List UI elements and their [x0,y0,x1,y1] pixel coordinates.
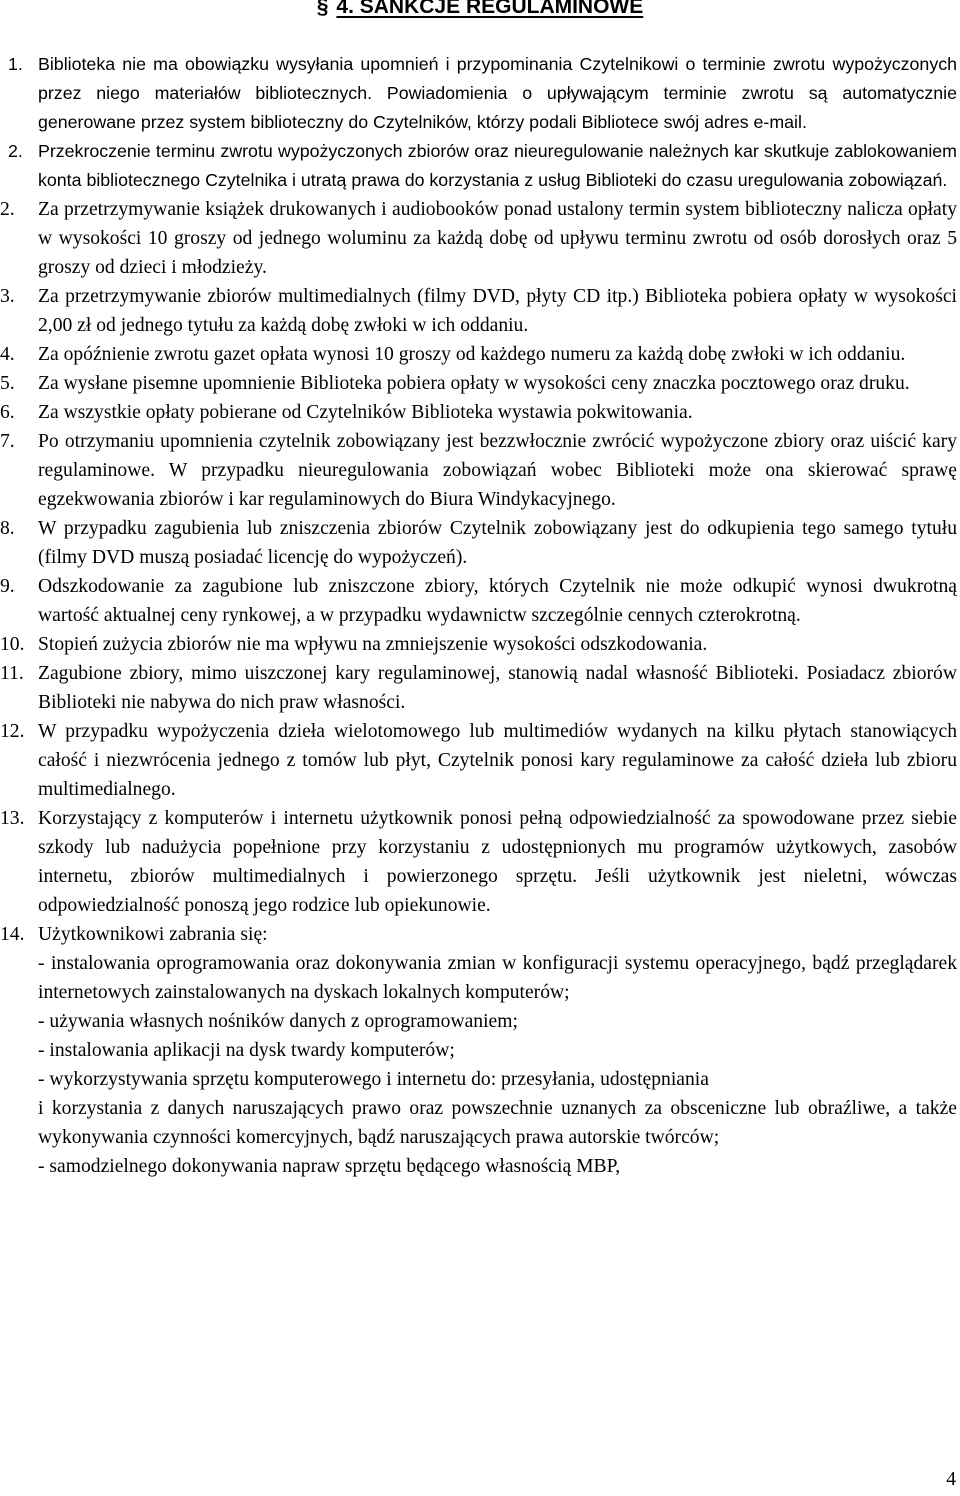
list-item [0,572,960,630]
item-text: Przekroczenie terminu zwrotu wypożyczonych zbiorów oraz nieuregulowanie należnych kar skutkuje zablokowaniem konta bibliotecznego Czytelnika i utratą prawa do korzystania z usług Biblioteki do czasu uregulowania zobowiązań. [38,141,957,190]
item-text: Stopień zużycia zbiorów nie ma wpływu na zmniejszenie wysokości odszkodowania. [38,634,708,655]
list-item [0,804,960,920]
list-item [0,340,960,369]
item-number: 2. [8,141,23,161]
item-number: 3. [0,286,15,307]
item-number: 1. [8,54,23,74]
item-text: W przypadku zagubienia lub zniszczenia zbiorów Czytelnik zobowiązany jest do odkupienia tego samego tytułu (filmy DVD muszą posiadać licencję do wypożyczeń). [38,518,957,568]
item-number: 7. [0,431,15,452]
item-text: Korzystający z komputerów i internetu użytkownik ponosi pełną odpowiedzialność za spowodowane przez siebie szkody lub nadużycia popełnione przy korzystaniu z udostępnionych mu programów użytkowych, zasobów internetu, zbiorów multimedialnych i powierzonego sprzętu. Jeśli użytkownik jest nieletni, wówczas odpowiedzialność ponoszą jego rodzice lub opiekunowie. [38,808,957,916]
prohibition-item: i korzystania z danych naruszających prawo oraz powszechnie uznanych za obsceniczne lub obraźliwe, a także wykonywania czynności komercyjnych, bądź naruszających prawa autorskie twórców; [38,1098,957,1148]
item-number: 10. [0,634,25,655]
list-item [0,717,960,804]
list-item [0,659,960,717]
list-item [0,398,960,427]
prohibition-item: - samodzielnego dokonywania napraw sprzętu będącego własnością MBP, [38,1156,621,1177]
item-number: 12. [0,721,25,742]
section-heading [0,0,960,22]
item-number: 8. [0,518,15,539]
item-number: 6. [0,402,15,423]
item-text: Odszkodowanie za zagubione lub zniszczone zbiory, których Czytelnik nie może odkupić wynosi dwukrotną wartość aktualnej ceny rynkowej, a w przypadku wydawnictw szczególnie cennych czterokrotną. [38,576,957,626]
list-item [0,137,960,195]
item-number: 14. [0,924,25,945]
prohibition-item: - instalowania oprogramowania oraz dokonywania zmian w konfiguracji systemu operacyjnego, bądź przeglądarek internetowych zainstalowanych na dyskach lokalnych komputerów; [38,953,957,1003]
item-number: 5. [0,373,15,394]
item-text: Biblioteka nie ma obowiązku wysyłania upomnień i przypominania Czytelnikowi o terminie zwrotu wypożyczonych przez niego materiałów bibliotecznych. Powiadomienia o upływającym terminie zwrotu są automatycznie generowane przez system biblioteczny do Czytelników, którzy podali Bibliotece swój adres e-mail. [38,54,957,132]
list-item [0,282,960,340]
prohibition-item: - wykorzystywania sprzętu komputerowego i internetu do: przesyłania, udostępniania [38,1069,709,1090]
list-item [0,50,960,137]
item-text: Za przetrzymywanie zbiorów multimedialnych (filmy DVD, płyty CD itp.) Biblioteka pobiera opłaty w wysokości 2,00 zł od jednego tytułu za każdą dobę zwłoki w ich oddaniu. [38,286,957,336]
item-text: Za wszystkie opłaty pobierane od Czytelników Biblioteka wystawia pokwitowania. [38,402,693,423]
item-number: 9. [0,576,15,597]
item-text: Za opóźnienie zwrotu gazet opłata wynosi 10 groszy od każdego numeru za każdą dobę zwłoki w ich oddaniu. [38,344,906,365]
item-number: 2. [0,199,15,220]
item-number: 11. [0,663,24,684]
prohibition-item: - używania własnych nośników danych z oprogramowaniem; [38,1011,518,1032]
item-text: Za przetrzymywanie książek drukowanych i audiobooków ponad ustalony termin system biblioteczny nalicza opłaty w wysokości 10 groszy od jednego woluminu za każdą dobę od upływu terminu zwrotu od osób dorosłych oraz 5 groszy od dzieci i młodzieży. [38,199,957,278]
item-number: 13. [0,808,25,829]
page-number: 4 [946,1469,956,1490]
section-title: 4. SANKCJE REGULAMINOWE [336,0,644,18]
item-number: 4. [0,344,15,365]
rules-list [0,50,960,1181]
list-item [0,514,960,572]
prohibition-item: - instalowania aplikacji na dysk twardy komputerów; [38,1040,455,1061]
list-item [0,630,960,659]
list-item [0,195,960,282]
item-intro: Użytkownikowi zabrania się: [38,924,268,945]
item-text: Za wysłane pisemne upomnienie Biblioteka pobiera opłaty w wysokości ceny znaczka pocztowego oraz druku. [38,373,910,394]
list-item [0,369,960,398]
section-mark: § [316,0,329,18]
item-text: W przypadku wypożyczenia dzieła wielotomowego lub multimediów wydanych na kilku płytach stanowiących całość i niezwrócenia jednego z tomów lub płyt, Czytelnik ponosi kary regulaminowe za całość dzieła lub zbioru multimedialnego. [38,721,957,800]
list-item [0,427,960,514]
item-text: Po otrzymaniu upomnienia czytelnik zobowiązany jest bezzwłocznie zwrócić wypożyczone zbiory oraz uiścić kary regulaminowe. W przypadku nieuregulowania zobowiązań wobec Biblioteki może ona skierować sprawę egzekwowania zbiorów i kar regulaminowych do Biura Windykacyjnego. [38,431,957,510]
item-text: Zagubione zbiory, mimo uiszczonej kary regulaminowej, stanowią nadal własność Biblioteki. Posiadacz zbiorów Biblioteki nie nabywa do nich praw własności. [38,663,957,713]
list-item-prohibitions [0,920,960,1181]
